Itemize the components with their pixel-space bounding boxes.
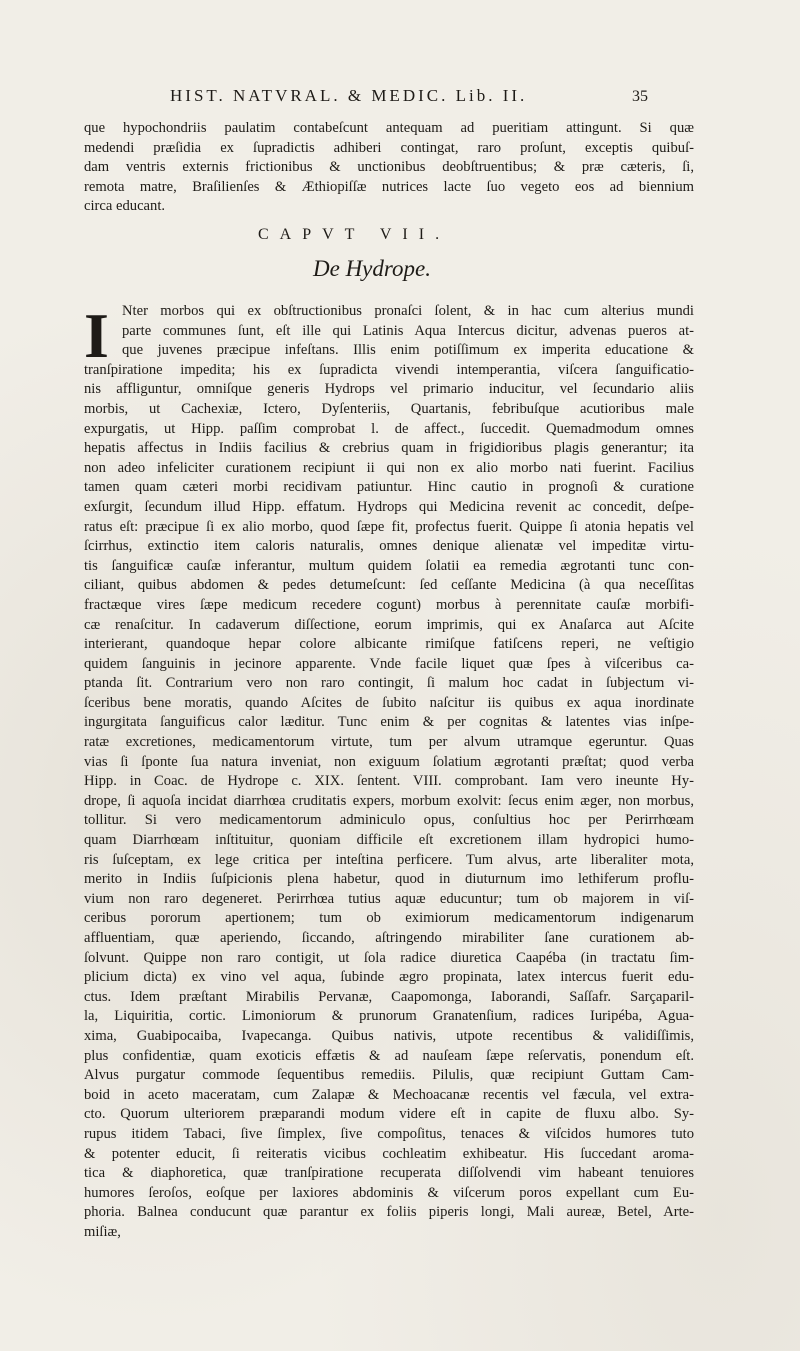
text-line: tollitur. Si vero medicamentorum adminiculo opus, conſultius hoc per Perirrhœam (84, 812, 694, 829)
text-line: cto. Quorum ulteriorem præparandi modum videre eſt in capite de fluxu albo. Sy- (84, 1106, 694, 1123)
text-line: morbis, ut Cachexiæ, Ictero, Dyſenteriis, Quartanis, febribuſque acutioribus male (84, 400, 694, 417)
text-line: & potenter educit, ſi reiteratis vicibus cochleatim exhibeatur. His ſuccedant aroma- (84, 1145, 694, 1162)
text-line: ſcirrhus, extinctio item caloris naturalis, omnes denique alienatæ vel impeditæ virtu- (84, 538, 694, 555)
text-line: fractæque vires ſæpe medicum recedere cogunt) morbus à perennitate cauſæ morbifi- (84, 596, 694, 613)
text-line: que juvenes præcipue infeſtans. Illis enim potiſſimum ex imperita educatione & (122, 342, 694, 359)
text-line: que hypochondriis paulatim contabeſcunt antequam ad pueritiam attingunt. Si quæ (84, 120, 694, 136)
text-line: ratæ excretiones, medicamentorum virtute, tum per alvum utramque egeruntur. Quas (84, 734, 694, 751)
text-line: vias ſi ſponte ſua natura inveniat, non exiguum ſolatium ægrotanti præſtat; quod verba (84, 753, 694, 770)
text-line: medendi præſidia ex ſupradictis adhiberi contingat, raro proſunt, exceptis quibuſ- (84, 139, 694, 156)
drop-cap: I (84, 300, 109, 371)
chapter-subtitle: De Hydrope. (313, 256, 431, 281)
text-line: exſurgit, ſecundum illud Hipp. effatum. Hydrops qui Medicina revenit ac concedit, deſpe- (84, 498, 694, 515)
text-line: ingurgitata ſanguificus calor læditur. Tunc enim & per cognitas & latentes vias inſpe- (84, 714, 694, 731)
text-line: quidem ſanguinis in jecinore apparente. Vnde facile liquet quæ ſpes à viſceribus ca- (84, 655, 694, 672)
text-line: parte communes ſunt, eſt ille qui Latinis Aqua Intercus dicitur, advenas pueros at- (122, 322, 694, 339)
chapter-heading: CAPVT VII. (258, 226, 451, 243)
text-line: quam Diarrhœam inſtituitur, quoniam difficile eſt excretionem illam hydropici humo- (84, 832, 694, 849)
text-line: Alvus purgatur commode ſequentibus remediis. Pilulis, quæ recipiunt Guttam Cam- (84, 1067, 694, 1084)
top-paragraph (84, 119, 694, 217)
text-line: humores ſeroſos, eoſque per laxiores abdominis & viſcerum poros expellant cum Eu- (84, 1184, 694, 1201)
text-line: Nter morbos qui ex obſtructionibus pronaſci ſolent, & in hac cum alterius mundi (122, 303, 694, 319)
text-line: cæ renaſcitur. In cadaverum diſſectione, eorum imprimis, qui ex Anaſarca aut Aſcite (84, 616, 694, 633)
text-line: circa educant. (84, 198, 166, 215)
text-line: ciliant, quibus abdomen & pedes detumeſcunt: ſed ceſſante Medicina (à qua neceſſitas (84, 577, 694, 594)
text-line: tis ſanguificæ cauſæ inferantur, multum quidem ſolatii ea remedia ægrotanti tunc con- (84, 557, 694, 574)
text-line: nis affliguntur, omniſque generis Hydrops vel primario inducitur, vel ſecundario aliis (84, 381, 694, 398)
text-line: expurgatis, ut Hipp. paſſim comprobat l. de affect., ſuccedit. Quemadmodum omnes (84, 420, 694, 437)
text-line: tranſpiratione impedita; his ex ſupradicta vivendi intemperantia, viſcera ſanguificatio- (84, 361, 694, 378)
text-line: rupus itidem Tabaci, ſive ſimplex, ſive compoſitus, tenaces & viſcidos humores tuto (84, 1125, 694, 1142)
page-number: 35 (632, 88, 648, 105)
text-line: Hipp. in Coac. de Hydrope c. XIX. ſentent. VIII. comprobant. Iam vero ineunte Hy- (84, 773, 694, 790)
text-line: non adeo infeliciter curationem recipiunt ii qui non ex alio morbo nati fuerint. Facilius (84, 459, 694, 476)
text-line: ptanda ſit. Contrarium vero non raro contingit, ſi malum hoc cadat in ſubjectum vi- (84, 675, 694, 692)
text-line: ſceribus bene moratis, quando Aſcites de ſubito naſcitur iis quibus ex aqua inordinate (84, 694, 694, 711)
text-line: ſolvunt. Quippe non raro contigit, ut ſola radice diuretica Caapéba (in tractatu ſim- (84, 949, 694, 966)
text-line: plus confidentiæ, quam exoticis effætis & ad nauſeam ſæpe reſervatis, ponendum eſt. (84, 1047, 694, 1064)
running-title: HIST. NATVRAL. & MEDIC. Lib. II. (170, 86, 528, 105)
text-line: dam ventris externis frictionibus & unctionibus deobſtruentibus; & præ cæteris, ſi, (84, 159, 694, 176)
text-line: miſiæ, (84, 1223, 121, 1240)
text-line: xima, Guabipocaiba, Ivapecanga. Quibus nativis, utpote recentibus & validiſſimis, (84, 1027, 694, 1044)
text-line: plicium dicta) ex vino vel aqua, ſubinde ægro propinata, latex intercus fuerit edu- (84, 969, 694, 986)
text-line: ratus eſt: præcipue ſi ex alio morbo, quod ſæpe fit, profectus fuerit. Quippe ſi atonia hepatis vel (84, 518, 694, 535)
text-line: affluentiam, quæ aperiendo, ſiccando, aſtringendo mirabiliter ſane curationem ab- (84, 930, 694, 946)
text-line: tica & diaphoretica, quæ tranſpiratione recuperata diſſolvendi vim habeant tenuiores (84, 1165, 694, 1182)
text-line: tamen quam cæteri morbi recidivam patiuntur. Hinc cautio in prognoſi & curatione (84, 479, 694, 496)
main-paragraph (84, 302, 694, 1243)
text-line: boid in aceto maceratam, cum Zalapæ & Mechoacanæ recentis vel fæcula, vel extra- (84, 1086, 694, 1103)
text-line: ris ſuſceptam, ex lege critica per inteſtina perficere. Tum alvus, arte liberaliter mota, (84, 851, 694, 868)
text-line: phoria. Balnea conducunt quæ parantur ex foliis piperis longi, Mali aureæ, Betel, Arte- (84, 1204, 694, 1221)
text-line: ceribus pororum apertionem; tum ob eximiorum medicamentorum indigenarum (84, 910, 694, 927)
text-line: hepatis affectus in Indiis facilius & crebrius quam in frigidioribus plagis generantur; ita (84, 440, 694, 457)
text-line: ctus. Idem præſtant Mirabilis Pervanæ, Caapomonga, Iaborandi, Saſſafr. Sarçaparil- (84, 988, 694, 1005)
text-line: drope, ſi aquoſa incidat diarrhœa cruditatis expers, morbum exolvit: ſecus enim æger, non morbus, (84, 792, 694, 809)
text-line: vium non raro degeneret. Perirrhœa tutius aquæ educuntur; tum ob majorem in viſ- (84, 890, 694, 907)
text-line: remota matre, Braſilienſes & Æthiopiſſæ nutrices lacte ſuo vegeto eos ad biennium (84, 178, 694, 195)
text-line: interierant, quandoque hepar colore albicante rimiſque fatiſcens reperi, ne veſtigio (84, 636, 694, 653)
text-line: la, Liquiritia, cortic. Limoniorum & prunorum Granatenſium, radices Iuripéba, Agua- (84, 1008, 694, 1025)
text-line: merito in Indiis ſuſpicionis plena habetur, quod in diuturnum imo lethiferum proflu- (84, 871, 694, 888)
